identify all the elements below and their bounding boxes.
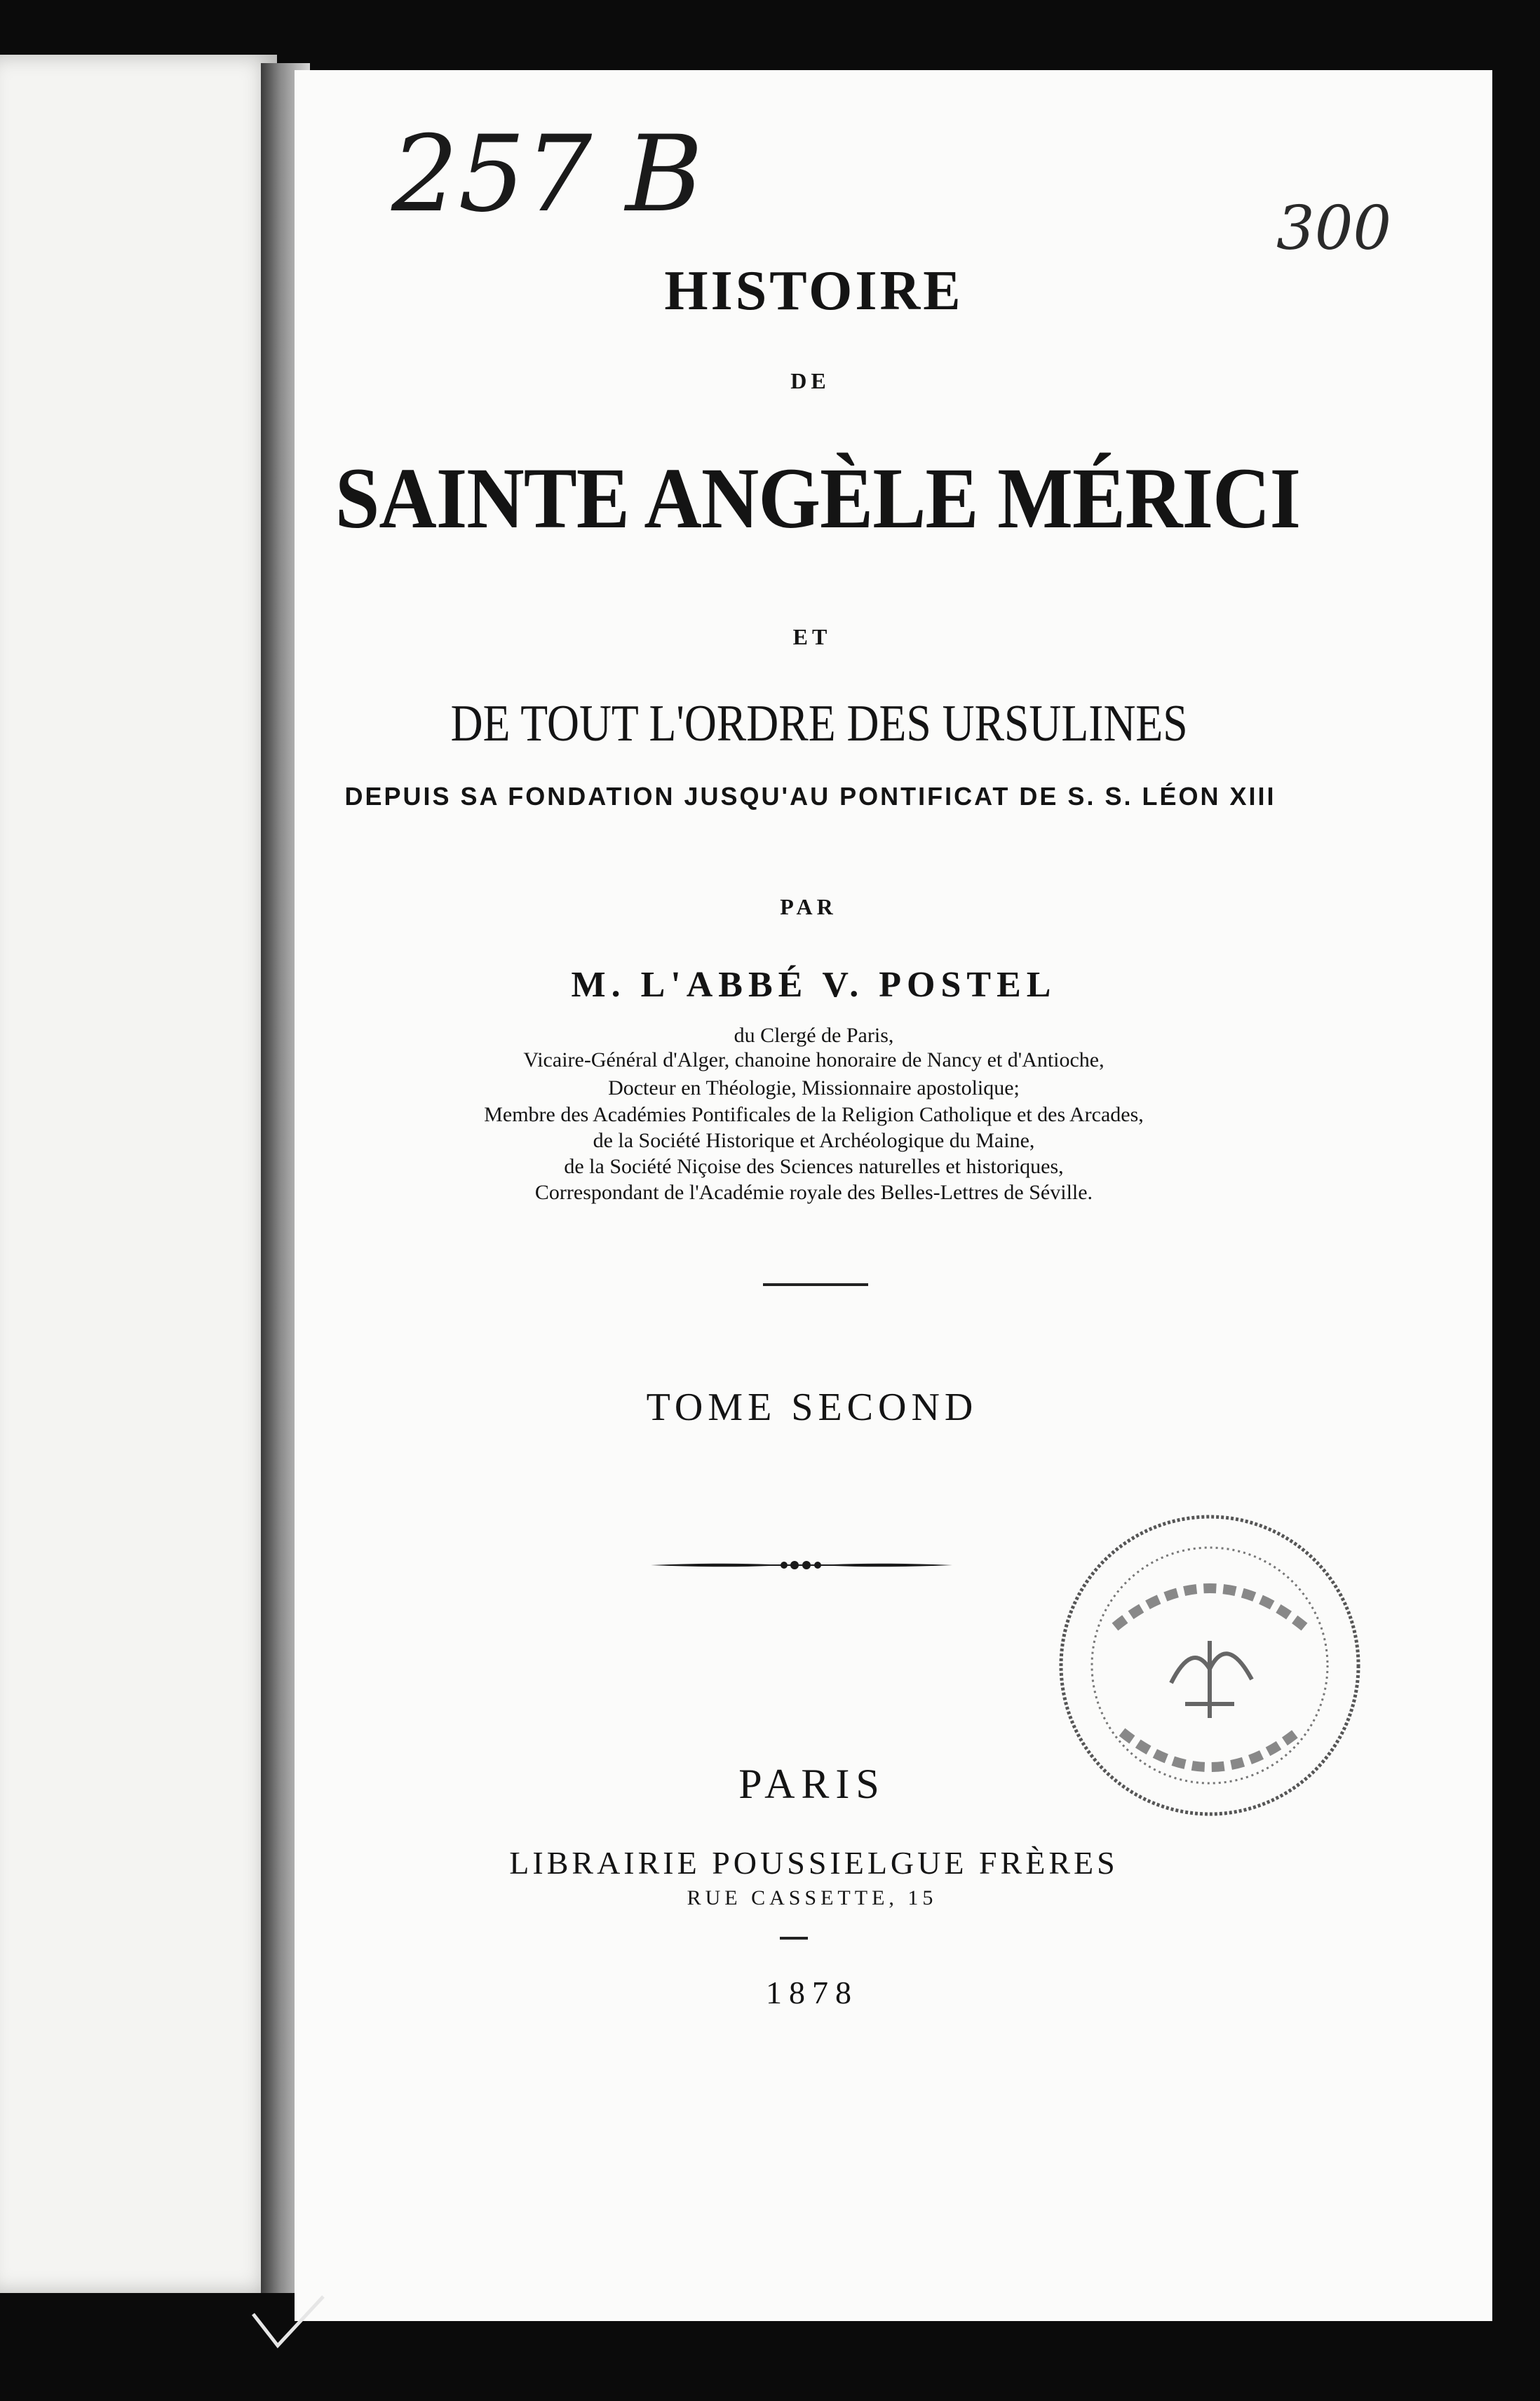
author-credential: Membre des Académies Pontificales de la Religion Catholique et des Arcades, — [484, 1103, 1144, 1126]
author-by: PAR — [780, 894, 837, 919]
typographic-ornament — [651, 1557, 952, 1574]
volume-label: TOME SECOND — [646, 1386, 978, 1429]
author-credential: de la Société Niçoise des Sciences naturelles et historiques, — [564, 1155, 1064, 1178]
title-histoire: HISTOIRE — [664, 260, 964, 322]
imprint-publisher: LIBRAIRIE POUSSIELGUE FRÈRES — [509, 1845, 1119, 1881]
pencil-price-mark — [1269, 182, 1445, 266]
scan-border — [0, 2321, 1540, 2401]
author-credential: du Clergé de Paris, — [734, 1024, 894, 1047]
title-main: SAINTE ANGÈLE MÉRICI — [335, 450, 1301, 546]
author-name: M. L'ABBÉ V. POSTEL — [571, 965, 1057, 1005]
author-credential: Correspondant de l'Académie royale des Belles-Lettres de Séville. — [534, 1181, 1093, 1204]
shelfmark-text: 257 B — [391, 114, 703, 236]
title-de: DE — [790, 368, 830, 393]
imprint-year: 1878 — [766, 1975, 858, 2010]
handwritten-shelfmark — [384, 81, 805, 249]
author-credential: de la Société Historique et Archéologique du Maine, — [593, 1129, 1035, 1152]
subtitle: DEPUIS SA FONDATION JUSQU'AU PONTIFICAT DE S. S. LÉON XIII — [344, 782, 1276, 811]
imprint-address: RUE CASSETTE, 15 — [687, 1886, 938, 1909]
title-ordre: DE TOUT L'ORDRE DES URSULINES — [450, 695, 1188, 752]
divider-rule — [763, 1283, 868, 1286]
imprint-city: PARIS — [738, 1761, 886, 1807]
price-mark-text: 300 — [1276, 194, 1392, 264]
author-credential: Vicaire-Général d'Alger, chanoine honoraire de Nancy et d'Antioche, — [523, 1048, 1105, 1071]
title-et: ET — [792, 624, 832, 649]
author-credential: Docteur en Théologie, Missionnaire apostolique; — [608, 1076, 1020, 1100]
check-mark-icon — [250, 2293, 327, 2356]
short-rule — [780, 1937, 808, 1940]
